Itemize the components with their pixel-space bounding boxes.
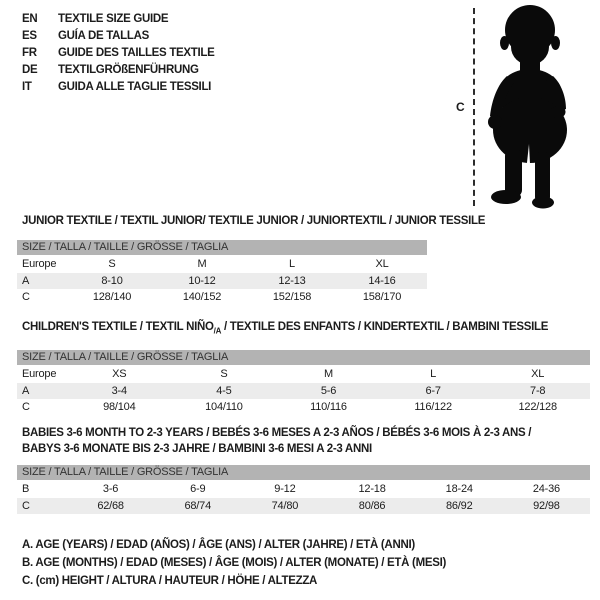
table-cell: 62/68 (97, 499, 124, 512)
table-body (17, 256, 427, 306)
language-title: GUIDE DES TAILLES TEXTILE (58, 47, 215, 59)
row-label: B (22, 483, 30, 495)
table-cell: 3-4 (111, 384, 127, 397)
language-row (22, 62, 215, 79)
table-cell: 14-16 (368, 274, 396, 287)
language-code: EN (22, 13, 38, 25)
language-row (22, 28, 215, 45)
table-size-header: SIZE / TALLA / TAILLE / GRÖSSE / TAGLIA (17, 465, 590, 480)
table-cell: 98/104 (103, 401, 136, 414)
table-cell: 86/92 (445, 499, 473, 512)
table-cell: S (220, 368, 228, 381)
height-measure-dashed-line-icon (473, 8, 475, 206)
legend-line-c: C. (cm) HEIGHT / ALTURA / HAUTEUR / HÖHE / ALTEZZA (22, 575, 318, 587)
table-title (22, 425, 590, 457)
table-cell: M (197, 258, 207, 270)
row-label: A (22, 384, 30, 397)
row-label: Europe (22, 368, 57, 381)
baby-silhouette-icon (484, 3, 576, 209)
table-cell: 116/122 (414, 401, 452, 414)
language-row (22, 79, 215, 96)
table-size-header: SIZE / TALLA / TAILLE / GRÖSSE / TAGLIA (17, 350, 590, 365)
table-cell: 18-24 (445, 483, 473, 495)
table-cell: XS (112, 368, 127, 381)
table-cell: XL (375, 258, 389, 270)
row-label: C (22, 401, 30, 414)
table-title-line1: BABIES 3-6 MONTH TO 2-3 YEARS / BEBÉS 3-6 MESES A 2-3 AÑOS / BÉBÉS 3-6 MOIS À 2-3 ANS / (22, 427, 532, 439)
language-code: IT (22, 81, 32, 93)
height-measure-label: C (456, 100, 465, 114)
table-cell: L (430, 368, 437, 381)
table-row (17, 383, 590, 400)
language-title: GUÍA DE TALLAS (58, 30, 149, 42)
row-label: A (22, 274, 30, 287)
language-row (22, 11, 215, 28)
table-cell: 9-12 (274, 483, 296, 495)
table-cell: 74/80 (271, 499, 299, 512)
table-title-text: / TEXTILE DES ENFANTS / KINDERTEXTIL / BAMBINI TESSILE (221, 321, 549, 333)
language-code: DE (22, 64, 38, 76)
table-cell: 128/140 (92, 291, 132, 303)
table-row (17, 481, 590, 498)
table-row (17, 366, 590, 383)
children-size-table (17, 321, 590, 416)
table-title (22, 321, 590, 337)
table-cell: 6-9 (190, 483, 206, 495)
table-cell: 6-7 (425, 384, 441, 397)
row-label: C (22, 499, 30, 512)
language-title: TEXTILGRÖßENFÜHRUNG (58, 64, 199, 76)
table-row (17, 273, 427, 290)
table-cell: 110/116 (310, 401, 347, 414)
legend-line-b: B. AGE (MONTHS) / EDAD (MESES) / ÂGE (MOIS) / ALTER (MONATE) / ETÀ (MESI) (22, 557, 447, 569)
table-cell: 122/128 (518, 401, 557, 414)
table-cell: L (289, 258, 295, 270)
table-title-subscript: /A (213, 326, 222, 336)
table-cell: 24-36 (532, 483, 560, 495)
junior-size-table (17, 215, 486, 306)
table-cell: 3-6 (102, 483, 119, 495)
language-code: ES (22, 30, 37, 42)
table-cell: M (324, 368, 333, 381)
table-title-line2: BABYS 3-6 MONATE BIS 2-3 JAHRE / BAMBINI 3-6 MESI A 2-3 ANNI (22, 443, 372, 455)
table-row (17, 498, 590, 515)
row-label: C (22, 291, 30, 303)
table-title-text: CHILDREN'S TEXTILE / TEXTIL NIÑO (22, 321, 214, 333)
table-cell: 140/152 (182, 291, 222, 303)
language-title: GUIDA ALLE TAGLIE TESSILI (58, 81, 212, 93)
table-row (17, 399, 590, 416)
table-cell: XL (531, 368, 545, 381)
language-list (22, 11, 215, 96)
table-row (17, 256, 427, 273)
table-cell: 158/170 (362, 291, 402, 303)
table-cell: 12-18 (358, 483, 386, 495)
table-cell: 152/158 (272, 291, 312, 303)
language-title: TEXTILE SIZE GUIDE (58, 13, 169, 25)
table-cell: 10-12 (188, 274, 216, 287)
table-cell: 7-8 (530, 384, 546, 397)
legend (22, 536, 446, 590)
table-cell: 12-13 (278, 274, 306, 287)
table-row (17, 289, 427, 306)
table-cell: 68/74 (184, 499, 211, 512)
table-size-header: SIZE / TALLA / TAILLE / GRÖSSE / TAGLIA (17, 240, 427, 255)
table-cell: 80/86 (358, 499, 386, 512)
babies-size-table (17, 425, 590, 514)
table-cell: S (108, 258, 116, 270)
table-cell: 4-5 (216, 384, 232, 397)
table-body (17, 481, 590, 514)
table-title: JUNIOR TEXTILE / TEXTIL JUNIOR/ TEXTILE JUNIOR / JUNIORTEXTIL / JUNIOR TESSILE (22, 215, 486, 227)
language-row (22, 45, 215, 62)
table-cell: 5-6 (320, 384, 337, 397)
table-cell: 8-10 (101, 274, 123, 287)
row-label: Europe (22, 258, 57, 270)
table-cell: 104/110 (205, 401, 243, 414)
language-code: FR (22, 47, 37, 59)
table-cell: 92/98 (533, 499, 560, 512)
legend-line-a: A. AGE (YEARS) / EDAD (AÑOS) / ÂGE (ANS) / ALTER (JAHRE) / ETÀ (ANNI) (22, 539, 415, 551)
table-body (17, 366, 590, 416)
